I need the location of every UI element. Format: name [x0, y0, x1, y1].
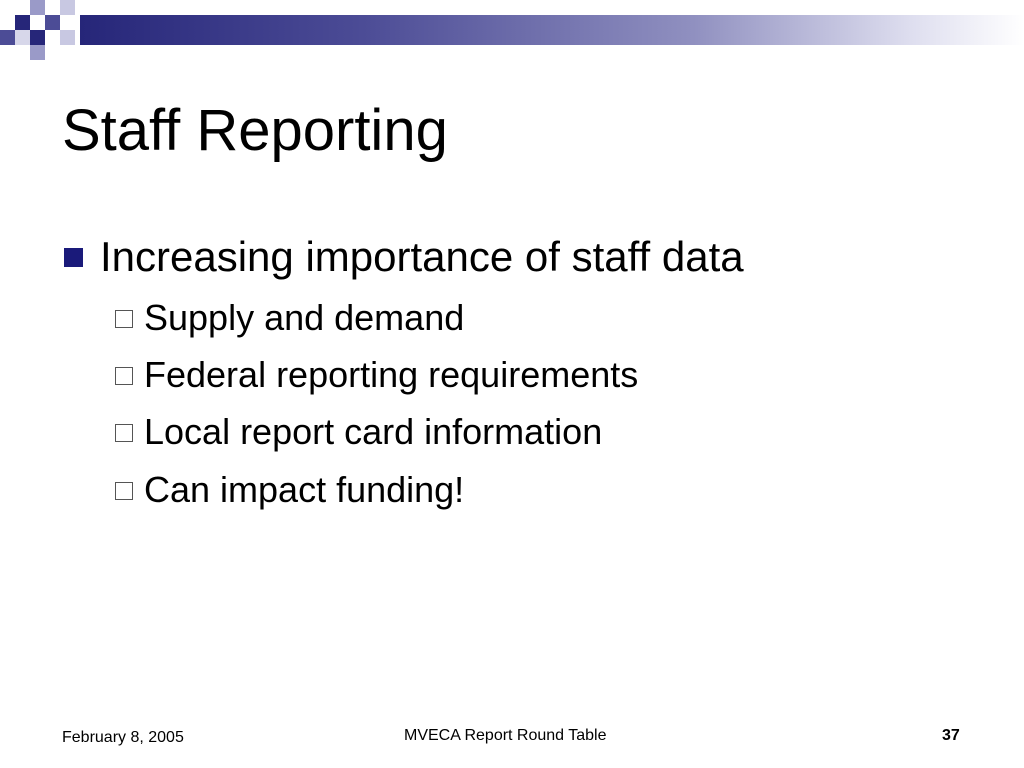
sub-bullet-text: Can impact funding! — [144, 469, 465, 510]
page-number: 37 — [942, 727, 960, 744]
footer-title: MVECA Report Round Table — [404, 727, 607, 744]
square-bullet-icon — [64, 248, 83, 267]
footer-date: February 8, 2005 — [62, 729, 184, 746]
sub-bullet-text: Supply and demand — [144, 297, 465, 338]
checkbox-bullet-icon — [115, 310, 133, 328]
sub-bullet-item — [115, 469, 464, 511]
sub-bullet-text: Federal reporting requirements — [144, 354, 639, 395]
sub-bullet-item — [115, 411, 602, 453]
checkbox-bullet-icon — [115, 367, 133, 385]
checkbox-bullet-icon — [115, 424, 133, 442]
sub-bullet-item — [115, 297, 464, 339]
sub-bullet-item — [115, 354, 638, 396]
main-bullet-item — [64, 232, 744, 282]
main-bullet-text: Increasing importance of staff data — [100, 233, 744, 280]
checkbox-bullet-icon — [115, 482, 133, 500]
slide-title: Staff Reporting — [62, 98, 448, 163]
sub-bullet-text: Local report card information — [144, 411, 603, 452]
